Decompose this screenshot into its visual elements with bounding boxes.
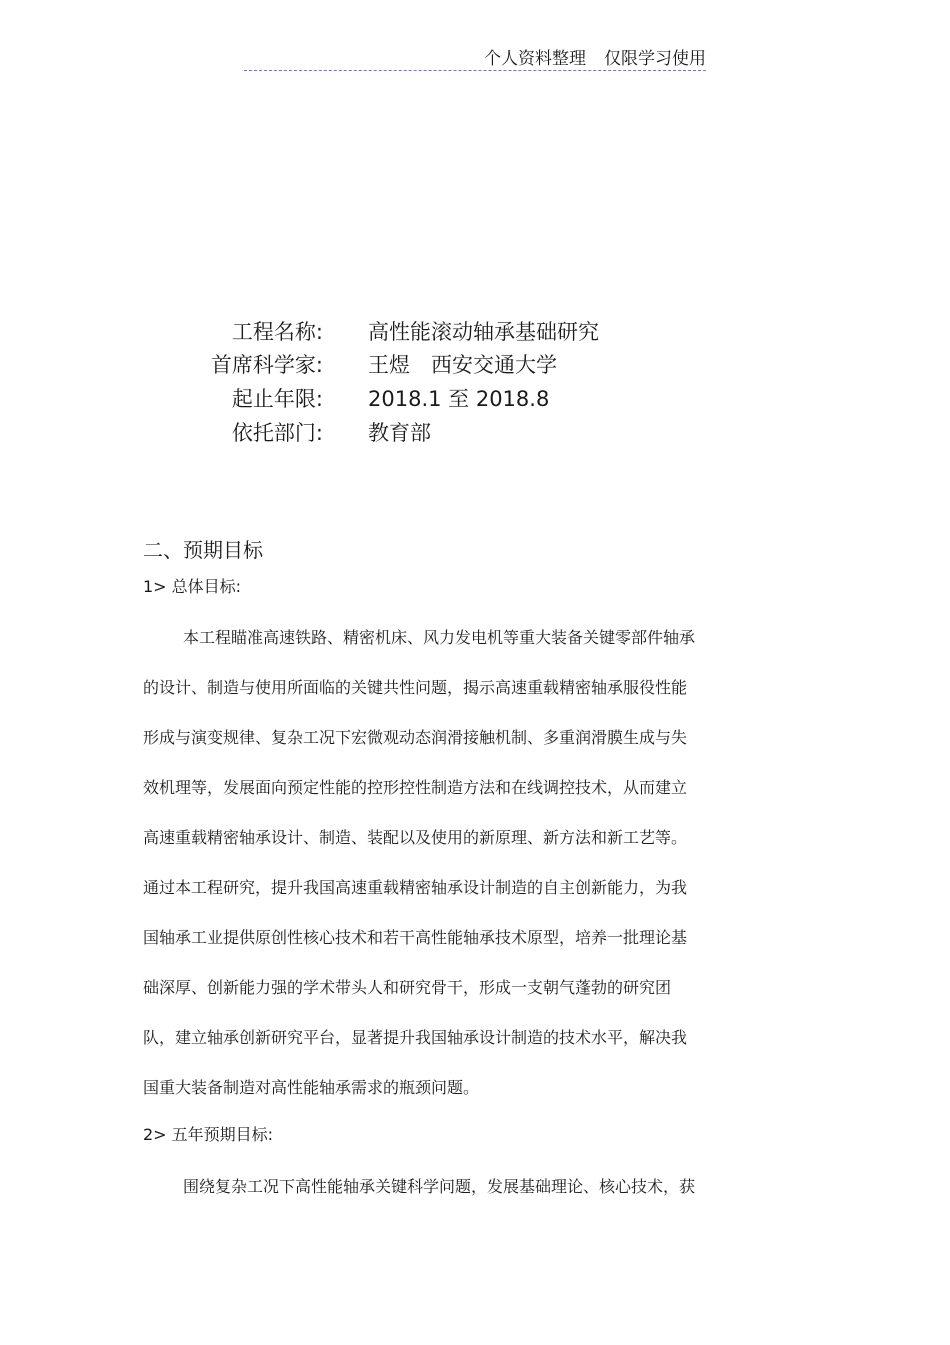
info-label: 起止年限: [231, 387, 323, 411]
paragraph-line: 队，建立轴承创新研究平台，显著提升我国轴承设计制造的技术水平，解决我 [143, 1028, 688, 1047]
info-label: 首席科学家: [210, 353, 323, 377]
paragraph-line: 国轴承工业提供原创性核心技术和若干高性能轴承技术原型，培养一批理论基 [143, 928, 688, 947]
section-title: 二、预期目标 [143, 538, 263, 562]
info-value: 2018.1 至 2018.8 [368, 387, 550, 411]
paragraph-line: 础深厚、创新能力强的学术带头人和研究骨干，形成一支朝气蓬勃的研究团 [143, 978, 672, 997]
paragraph-line: 的设计、制造与使用所面临的关键共性问题，揭示高速重载精密轴承服役性能 [143, 678, 688, 697]
paragraph-line: 本工程瞄准高速铁路、精密机床、风力发电机等重大装备关键零部件轴承 [183, 628, 696, 647]
header-text-1: 个人资料整理 [484, 49, 586, 69]
header-text-2: 仅限学习使用 [604, 49, 706, 69]
paragraph-five-year-goal [143, 1175, 755, 1225]
info-label: 依托部门: [231, 421, 323, 445]
paragraph-line: 国重大装备制造对高性能轴承需求的瓶颈问题。 [143, 1078, 480, 1097]
info-value: 王煜 西安交通大学 [368, 353, 557, 377]
paragraph-line: 通过本工程研究，提升我国高速重载精密轴承设计制造的自主创新能力，为我 [143, 878, 688, 897]
paragraph-line: 围绕复杂工况下高性能轴承关键科学问题，发展基础理论、核心技术，获 [183, 1177, 696, 1196]
subheading-five-year-goal: 2> 五年预期目标: [143, 1125, 274, 1144]
page-header [244, 48, 706, 71]
subheading-overall-goal: 1> 总体目标: [143, 577, 242, 596]
info-label: 工程名称: [231, 320, 323, 344]
paragraph-line: 高速重载精密轴承设计、制造、装配以及使用的新原理、新方法和新工艺等。 [143, 828, 688, 847]
paragraph-line: 形成与演变规律、复杂工况下宏微观动态润滑接触机制、多重润滑膜生成与失 [143, 728, 688, 747]
info-value: 教育部 [368, 421, 431, 445]
paragraph-line: 效机理等，发展面向预定性能的控形控性制造方法和在线调控技术，从而建立 [143, 778, 688, 797]
info-value: 高性能滚动轴承基础研究 [368, 320, 599, 344]
paragraph-overall-goal [143, 626, 755, 1126]
